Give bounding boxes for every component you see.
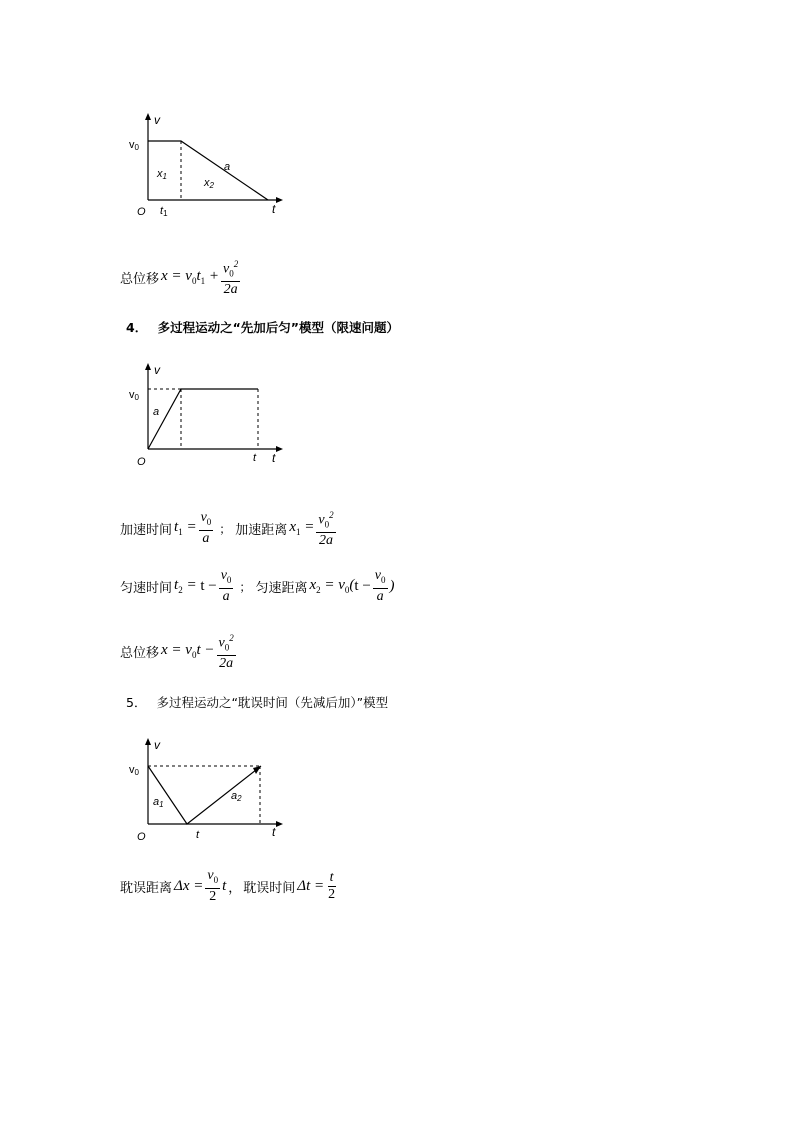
axis-t-label: t bbox=[272, 202, 276, 216]
vt-graph-1 bbox=[125, 110, 295, 225]
a-label: a bbox=[224, 161, 231, 173]
v0-label: v0 bbox=[129, 139, 139, 152]
formula-label-b: 匀速距离 bbox=[255, 580, 308, 596]
a-label: a bbox=[153, 406, 160, 418]
origin-label: O bbox=[137, 206, 146, 218]
formula-label-a: 耽误距离 bbox=[120, 880, 173, 896]
t1-label: t1 bbox=[160, 205, 168, 218]
heading-number: 4． bbox=[126, 320, 148, 335]
t-tick-label: t bbox=[196, 829, 200, 841]
formula-total-displacement-2: 总位移 $x = v_0t$ − $\frac{v_0^2}{2a}$ bbox=[120, 630, 238, 672]
heading-text: 多过程运动之“耽误时间（先减后加）”模型 bbox=[156, 695, 389, 710]
axis-t-label: t bbox=[272, 825, 276, 839]
t-tick-label: t bbox=[253, 452, 257, 464]
vt-graph-3 bbox=[125, 735, 295, 850]
a2-label: a2 bbox=[231, 790, 242, 803]
x1-label: x1 bbox=[157, 168, 167, 181]
formula-label-a: 加速时间 bbox=[120, 522, 173, 538]
section-heading-4 bbox=[126, 318, 399, 336]
formula-lhs: $x = v_0t_1$ + bbox=[161, 268, 219, 287]
axis-v-label: v bbox=[154, 363, 160, 377]
formula-label: 总位移 bbox=[120, 645, 160, 661]
formula-label-b: 加速距离 bbox=[235, 522, 288, 538]
section-heading-5 bbox=[126, 693, 388, 711]
axis-v-label: v bbox=[154, 738, 160, 752]
fraction: $\frac{v_0^2}{2a}$ bbox=[221, 256, 240, 298]
v0-label: v0 bbox=[129, 764, 139, 777]
formula-total-displacement-1 bbox=[120, 256, 242, 298]
origin-label: O bbox=[137, 831, 146, 843]
heading-text: 多过程运动之“先加后匀”模型（限速问题） bbox=[157, 320, 399, 335]
axis-t-label: t bbox=[272, 451, 276, 465]
vt-graph-2 bbox=[125, 360, 295, 475]
formula-label-a: 匀速时间 bbox=[120, 580, 173, 596]
formula-label: 总位移 bbox=[120, 271, 160, 287]
axis-v-label: v bbox=[154, 113, 160, 127]
a1-label: a1 bbox=[153, 796, 164, 809]
origin-label: O bbox=[137, 456, 146, 468]
formula-acceleration: 加速时间 $t_1$ = $\frac{v_0}{a}$ ； 加速距离 $x_1$ = $\frac{v_0^2}{2a}$ bbox=[120, 507, 338, 549]
v0-label: v0 bbox=[129, 389, 139, 402]
heading-number: 5． bbox=[126, 695, 147, 710]
formula-uniform: 匀速时间 $t_2$ = t − $\frac{v_0}{a}$ ； 匀速距离 $x_2 = v_0$( t − $\frac{v_0}{a}$ ) bbox=[120, 568, 395, 604]
formula-delay: 耽误距离 Δx = $\frac{v_0}{2}$ t ， 耽误时间 Δt = $\frac{t}{2}$ bbox=[120, 868, 336, 904]
x2-label: x2 bbox=[204, 177, 214, 190]
formula-label-b: 耽误时间 bbox=[243, 880, 296, 896]
